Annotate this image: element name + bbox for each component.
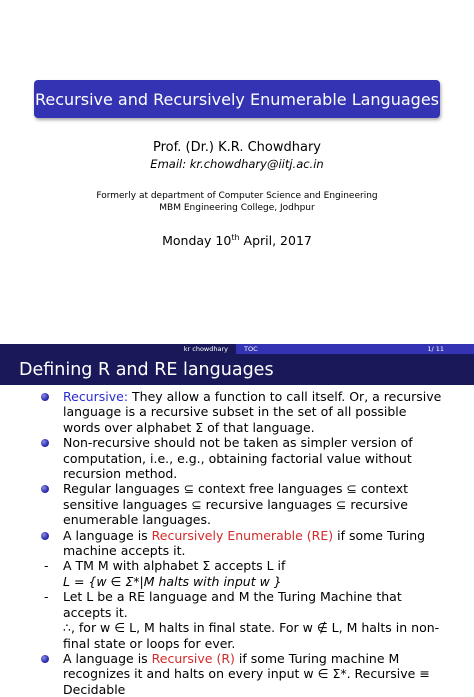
author-email: Email: kr.chowdhary@iitj.ac.in — [150, 157, 324, 171]
term-r: Recursive (R) — [151, 650, 235, 666]
dash-item-re-language — [0, 589, 474, 651]
slide-footer — [0, 344, 474, 354]
dash-line-1: A TM M with alphabet Σ accepts L if — [63, 558, 286, 574]
slide-title: Recursive and Recursively Enumerable Languages — [34, 89, 439, 109]
footer-page-number: 1/ 11 — [427, 345, 444, 353]
author-name: Prof. (Dr.) K.R. Chowdhary — [153, 140, 321, 155]
dash-item-tm-accepts — [0, 558, 474, 589]
affiliation-line-1: Formerly at department of Computer Science and Engineering — [96, 191, 378, 201]
bullet-text: Regular languages ⊆ context free languages ⊆ context sensitive languages ⊆ recursive languages ⊆ recursive enumerable languages. — [63, 481, 408, 528]
date-superscript: th — [231, 233, 240, 242]
footer-author: kr chowdhary — [0, 344, 236, 354]
affiliation-line-2: MBM Engineering College, Jodhpur — [159, 203, 315, 213]
bullet-item-recursive — [0, 389, 474, 435]
bullet-text-pre: A language is — [63, 527, 152, 543]
bullet-item-r-definition — [0, 651, 474, 697]
bullet-icon — [41, 655, 49, 663]
footer-right — [236, 344, 474, 354]
dash-marker: - — [44, 589, 49, 605]
presentation-date — [0, 233, 474, 248]
footer-short-title: TOC — [244, 345, 258, 353]
bullet-text-pre: A language is — [63, 650, 152, 666]
bullet-text-post: if some Turing machine accepts it. — [63, 527, 426, 559]
date-suffix: April, 2017 — [239, 233, 312, 249]
bullet-icon — [41, 485, 49, 493]
bullet-item-re-definition — [0, 528, 474, 559]
date-prefix: Monday 10 — [162, 233, 232, 249]
dash-line-1: Let L be a RE language and M the Turing Machine that accepts it. — [63, 589, 402, 620]
bullet-text: Non-recursive should not be taken as simpler version of computation, i.e., e.g., obtaining factorial value without recursion method. — [63, 435, 413, 482]
bullet-icon — [41, 393, 49, 401]
dash-line-2: ∴, for w ∈ L, M halts in final state. For w ∉ L, M halts in non-final state or loops for ever. — [63, 620, 440, 651]
bullet-text-post: if some Turing machine M recognizes it and halts on every input w ∈ Σ*. Recursive ≡ Decidable — [63, 650, 430, 697]
bullet-item-hierarchy — [0, 481, 474, 527]
dash-marker: - — [44, 558, 49, 574]
term-re: Recursively Enumerable (RE) — [151, 527, 334, 543]
bullet-text: They allow a function to call itself. Or, a recursive language is a recursive subset in the set of all possible words over alphabet Σ of that language. — [63, 389, 442, 435]
bullet-icon — [41, 532, 49, 540]
dash-line-2: L = {w ∈ Σ*|M halts with input w } — [63, 573, 282, 589]
title-slide — [0, 0, 474, 344]
term-recursive: Recursive: — [63, 389, 129, 404]
frame-title-bar — [0, 354, 474, 385]
frame-title: Defining R and RE languages — [19, 359, 274, 380]
title-box — [34, 80, 440, 118]
slide-content — [0, 389, 474, 697]
bullet-item-non-recursive — [0, 435, 474, 481]
bullet-icon — [41, 439, 49, 447]
